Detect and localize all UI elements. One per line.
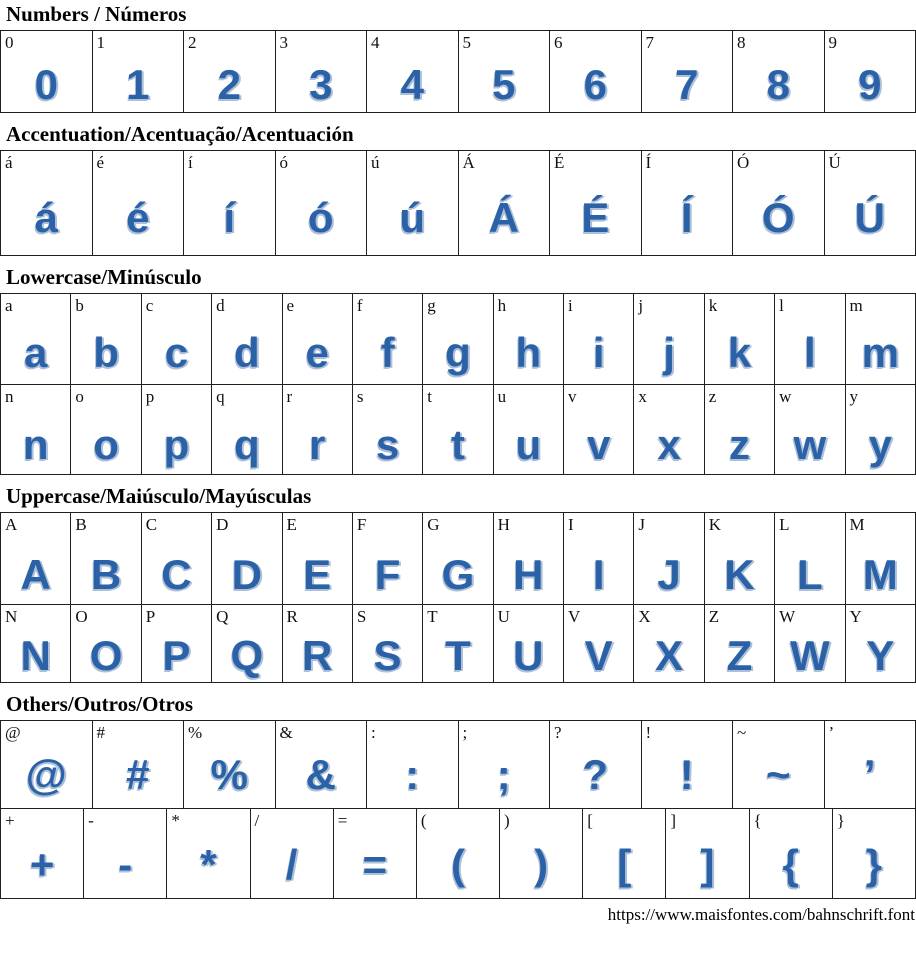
glyph-cell <box>458 721 550 809</box>
glyph-cell <box>775 294 845 385</box>
glyph-reference: c <box>145 296 154 315</box>
glyph-sample: R <box>302 632 333 679</box>
glyph-reference: F <box>356 515 367 534</box>
glyph-sample: E <box>303 551 332 598</box>
glyph-sample: { <box>782 841 799 888</box>
glyph-reference: 1 <box>96 33 105 52</box>
glyph-cell <box>550 151 642 256</box>
glyph-sample: t <box>450 421 465 468</box>
glyph-sample: 7 <box>675 61 699 108</box>
glyph-sample: L <box>796 551 823 598</box>
glyph-reference: = <box>337 811 348 830</box>
glyph-cell <box>212 605 282 683</box>
glyph-cell <box>71 385 141 475</box>
glyph-sample: 9 <box>858 61 882 108</box>
glyph-cell <box>352 294 422 385</box>
glyph-reference: @ <box>5 723 21 742</box>
glyph-cell <box>367 721 459 809</box>
glyph-reference: í <box>188 153 193 172</box>
glyph-sample: ] <box>700 841 715 888</box>
glyph-reference: 4 <box>371 33 380 52</box>
glyph-cell <box>564 605 634 683</box>
glyph-reference: z <box>708 387 717 406</box>
glyph-cell <box>845 605 916 683</box>
glyph-cell <box>550 721 642 809</box>
glyph-reference: T <box>427 607 438 626</box>
glyph-reference: P <box>145 607 156 626</box>
glyph-cell <box>282 385 352 475</box>
glyph-cell <box>493 294 563 385</box>
glyph-cell <box>733 721 825 809</box>
section-others <box>0 692 916 899</box>
glyph-sample: ; <box>496 751 511 798</box>
glyph-cell <box>1 294 71 385</box>
glyph-cell <box>141 513 211 605</box>
glyph-reference: I <box>568 515 574 534</box>
glyph-sample: B <box>90 551 122 598</box>
glyph-cell <box>733 151 825 256</box>
glyph-cell <box>352 385 422 475</box>
glyph-cell <box>1 31 93 113</box>
glyph-sample: n <box>22 421 49 468</box>
glyph-cell <box>423 605 493 683</box>
glyph-sample: a <box>24 329 48 376</box>
glyph-reference: Z <box>708 607 720 626</box>
glyph-reference: O <box>75 607 88 626</box>
glyph-cell <box>423 385 493 475</box>
glyph-cell <box>824 721 916 809</box>
glyph-sample: ( <box>450 841 465 888</box>
glyph-cell <box>845 294 916 385</box>
glyph-cell <box>275 151 367 256</box>
glyph-reference: : <box>371 723 376 742</box>
glyph-reference: j <box>638 296 644 315</box>
glyph-cell <box>423 294 493 385</box>
glyph-sample: / <box>285 841 298 888</box>
glyph-cell <box>493 513 563 605</box>
glyph-sample: C <box>161 551 192 598</box>
glyph-sample: W <box>789 632 830 679</box>
glyph-sample: 5 <box>492 61 516 108</box>
glyph-sample: ! <box>679 751 694 798</box>
glyph-sample: g <box>445 329 471 376</box>
glyph-sample: Q <box>230 632 264 679</box>
glyph-sample: - <box>118 841 133 888</box>
glyph-reference: ú <box>371 153 380 172</box>
glyph-cell <box>1 385 71 475</box>
glyph-cell <box>775 605 845 683</box>
glyph-sample: ) <box>534 841 549 888</box>
glyph-reference: D <box>216 515 229 534</box>
font-specimen-sheet <box>0 2 916 899</box>
glyph-cell <box>352 605 422 683</box>
glyph-sample: * <box>200 841 217 888</box>
glyph-cell <box>352 513 422 605</box>
glyph-reference: U <box>497 607 510 626</box>
glyph-cell <box>704 513 774 605</box>
glyph-reference: e <box>286 296 295 315</box>
glyph-reference: } <box>836 811 845 830</box>
source-url: https://www.maisfontes.com/bahnschrift.font <box>607 905 915 924</box>
glyph-sample: y <box>868 421 892 468</box>
glyph-sample: U <box>513 632 544 679</box>
glyph-sample: x <box>657 421 681 468</box>
glyph-cell <box>367 151 459 256</box>
glyph-reference: + <box>5 811 15 830</box>
glyph-reference: # <box>96 723 105 742</box>
glyph-sample: G <box>441 551 475 598</box>
glyph-reference: ? <box>554 723 562 742</box>
glyph-sample: Z <box>726 632 753 679</box>
glyph-reference: u <box>497 387 507 406</box>
glyph-reference: ] <box>670 811 677 830</box>
glyph-sample: c <box>164 329 189 376</box>
glyph-table-accentuation-row0 <box>0 150 916 256</box>
glyph-cell <box>500 809 583 899</box>
glyph-cell <box>423 513 493 605</box>
glyph-table-lowercase-row0 <box>0 293 916 385</box>
glyph-cell <box>71 513 141 605</box>
glyph-sample: 2 <box>217 61 241 108</box>
glyph-cell <box>141 294 211 385</box>
glyph-cell <box>733 31 825 113</box>
glyph-cell <box>282 513 352 605</box>
glyph-sample: S <box>373 632 402 679</box>
glyph-cell <box>845 513 916 605</box>
glyph-reference: h <box>497 296 507 315</box>
glyph-sample: w <box>793 421 827 468</box>
glyph-reference: K <box>708 515 722 534</box>
glyph-cell <box>775 513 845 605</box>
glyph-cell <box>493 605 563 683</box>
glyph-sample: 3 <box>309 61 333 108</box>
glyph-sample: q <box>233 421 260 468</box>
glyph-cell <box>749 809 832 899</box>
glyph-sample: p <box>163 421 190 468</box>
glyph-sample: J <box>657 551 681 598</box>
glyph-sample: ~ <box>765 751 791 798</box>
glyph-reference: b <box>75 296 84 315</box>
glyph-reference: Á <box>462 153 475 172</box>
section-title: Others/Outros/Otros <box>6 692 194 716</box>
glyph-sample: F <box>374 551 401 598</box>
glyph-reference: J <box>638 515 645 534</box>
glyph-sample: Í <box>680 194 693 241</box>
glyph-reference: 7 <box>645 33 654 52</box>
section-title: Numbers / Números <box>6 2 187 26</box>
glyph-cell <box>275 31 367 113</box>
glyph-cell <box>564 513 634 605</box>
glyph-cell <box>775 385 845 475</box>
glyph-cell <box>84 809 167 899</box>
section-title: Uppercase/Maiúsculo/Mayúsculas <box>6 484 312 508</box>
glyph-reference: { <box>753 811 762 830</box>
glyph-cell <box>1 605 71 683</box>
glyph-reference: v <box>568 387 577 406</box>
glyph-table-lowercase-row1 <box>0 384 916 475</box>
glyph-reference: x <box>638 387 647 406</box>
glyph-sample: : <box>405 751 420 798</box>
glyph-reference: ( <box>420 811 427 830</box>
glyph-sample: V <box>584 632 613 679</box>
glyph-reference: M <box>849 515 865 534</box>
glyph-sample: % <box>210 751 248 798</box>
glyph-reference: l <box>779 296 784 315</box>
glyph-cell <box>282 294 352 385</box>
glyph-reference: t <box>427 387 432 406</box>
glyph-cell <box>184 721 276 809</box>
glyph-cell <box>1 513 71 605</box>
glyph-cell <box>212 513 282 605</box>
glyph-reference: m <box>849 296 863 315</box>
glyph-sample: ? <box>582 751 609 798</box>
glyph-reference: f <box>356 296 363 315</box>
glyph-sample: ú <box>399 194 426 241</box>
glyph-cell <box>564 385 634 475</box>
glyph-sample: Ú <box>854 194 885 241</box>
glyph-sample: e <box>305 329 329 376</box>
glyph-reference: s <box>356 387 364 406</box>
glyph-sample: b <box>93 329 119 376</box>
glyph-table-uppercase-row0 <box>0 512 916 605</box>
glyph-reference: 5 <box>462 33 471 52</box>
glyph-sample: Y <box>866 632 895 679</box>
glyph-cell <box>641 151 733 256</box>
glyph-sample: 6 <box>583 61 607 108</box>
glyph-cell <box>92 721 184 809</box>
glyph-sample: m <box>861 329 899 376</box>
glyph-reference: / <box>254 811 260 830</box>
glyph-sample: á <box>34 194 58 241</box>
glyph-cell <box>704 294 774 385</box>
glyph-reference: S <box>356 607 367 626</box>
glyph-sample: I <box>592 551 605 598</box>
glyph-reference: L <box>779 515 790 534</box>
section-title: Accentuation/Acentuação/Acentuación <box>6 122 354 146</box>
glyph-reference: É <box>554 153 565 172</box>
glyph-cell <box>367 31 459 113</box>
glyph-cell <box>634 385 704 475</box>
glyph-sample: d <box>233 329 260 376</box>
glyph-sample: N <box>20 632 51 679</box>
glyph-reference: k <box>708 296 718 315</box>
glyph-reference: ~ <box>737 723 747 742</box>
glyph-sample: & <box>305 751 336 798</box>
glyph-cell <box>275 721 367 809</box>
glyph-reference: q <box>216 387 225 406</box>
glyph-cell <box>564 294 634 385</box>
glyph-sample: [ <box>617 841 632 888</box>
glyph-sample: D <box>231 551 262 598</box>
glyph-sample: ’ <box>863 751 876 798</box>
glyph-reference: [ <box>587 811 593 830</box>
glyph-reference: Q <box>216 607 229 626</box>
glyph-cell <box>333 809 416 899</box>
glyph-reference: N <box>5 607 18 626</box>
glyph-sample: k <box>727 329 752 376</box>
glyph-sample: @ <box>25 751 67 798</box>
glyph-cell <box>550 31 642 113</box>
glyph-cell <box>1 809 84 899</box>
glyph-cell <box>92 151 184 256</box>
glyph-sample: h <box>515 329 542 376</box>
glyph-cell <box>704 605 774 683</box>
glyph-reference: d <box>216 296 225 315</box>
glyph-cell <box>824 31 916 113</box>
glyph-reference: á <box>5 153 13 172</box>
glyph-sample: z <box>728 421 750 468</box>
glyph-cell <box>250 809 333 899</box>
section-numbers <box>0 2 916 113</box>
glyph-cell <box>641 31 733 113</box>
glyph-reference: ; <box>462 723 468 742</box>
glyph-sample: X <box>655 632 684 679</box>
glyph-sample: O <box>89 632 123 679</box>
glyph-reference: - <box>88 811 94 830</box>
glyph-sample: M <box>862 551 898 598</box>
glyph-reference: & <box>279 723 293 742</box>
glyph-sample: j <box>663 329 675 376</box>
glyph-reference: o <box>75 387 84 406</box>
glyph-cell <box>141 385 211 475</box>
glyph-reference: 6 <box>554 33 563 52</box>
glyph-sample: 1 <box>126 61 150 108</box>
glyph-cell <box>583 809 666 899</box>
glyph-sample: + <box>29 841 55 888</box>
glyph-sample: T <box>445 632 471 679</box>
glyph-sample: f <box>380 329 395 376</box>
glyph-sample: 0 <box>34 61 58 108</box>
glyph-sample: l <box>803 329 816 376</box>
glyph-sample: v <box>587 421 611 468</box>
glyph-sample: r <box>309 421 326 468</box>
glyph-reference: Ó <box>737 153 750 172</box>
glyph-table-numbers-row0 <box>0 30 916 113</box>
section-accentuation <box>0 122 916 256</box>
glyph-reference: y <box>849 387 858 406</box>
glyph-reference: V <box>568 607 581 626</box>
glyph-cell <box>1 721 93 809</box>
glyph-sample: o <box>93 421 119 468</box>
glyph-cell <box>634 513 704 605</box>
glyph-sample: = <box>362 841 388 888</box>
glyph-reference: é <box>96 153 105 172</box>
glyph-cell <box>416 809 499 899</box>
glyph-reference: R <box>286 607 298 626</box>
glyph-sample: Á <box>488 194 519 241</box>
glyph-reference: 0 <box>5 33 14 52</box>
glyph-cell <box>71 605 141 683</box>
glyph-sample: # <box>126 751 150 798</box>
glyph-reference: ) <box>504 811 510 830</box>
section-title: Lowercase/Minúsculo <box>6 265 202 289</box>
glyph-sample: } <box>865 841 883 888</box>
glyph-reference: B <box>75 515 87 534</box>
glyph-table-uppercase-row1 <box>0 604 916 683</box>
glyph-reference: X <box>638 607 651 626</box>
glyph-reference: p <box>145 387 155 406</box>
glyph-cell <box>212 385 282 475</box>
glyph-reference: E <box>286 515 297 534</box>
glyph-reference: % <box>188 723 203 742</box>
glyph-reference: H <box>497 515 510 534</box>
glyph-sample: í <box>223 194 236 241</box>
glyph-reference: G <box>427 515 440 534</box>
glyph-cell <box>634 605 704 683</box>
glyph-reference: 8 <box>737 33 746 52</box>
glyph-cell <box>824 151 916 256</box>
glyph-cell <box>641 721 733 809</box>
glyph-cell <box>167 809 250 899</box>
glyph-reference: a <box>5 296 13 315</box>
glyph-reference: g <box>427 296 436 315</box>
glyph-reference: 2 <box>188 33 197 52</box>
glyph-reference: n <box>5 387 14 406</box>
glyph-sample: H <box>513 551 544 598</box>
glyph-reference: i <box>568 296 573 315</box>
glyph-sample: 8 <box>766 61 790 108</box>
glyph-reference: Ú <box>828 153 841 172</box>
glyph-sample: i <box>592 329 605 376</box>
glyph-sample: Ó <box>761 194 795 241</box>
glyph-sample: É <box>581 194 610 241</box>
glyph-cell <box>704 385 774 475</box>
glyph-cell <box>634 294 704 385</box>
glyph-cell <box>184 151 276 256</box>
glyph-cell <box>71 294 141 385</box>
glyph-cell <box>458 151 550 256</box>
glyph-reference: ’ <box>828 723 835 742</box>
glyph-cell <box>1 151 93 256</box>
glyph-sample: é <box>126 194 150 241</box>
glyph-cell <box>493 385 563 475</box>
glyph-reference: C <box>145 515 158 534</box>
glyph-cell <box>282 605 352 683</box>
glyph-sample: K <box>724 551 755 598</box>
glyph-reference: ó <box>279 153 288 172</box>
glyph-sample: s <box>375 421 400 468</box>
glyph-cell <box>92 31 184 113</box>
glyph-reference: Í <box>645 153 652 172</box>
glyph-reference: r <box>286 387 293 406</box>
glyph-reference: * <box>171 811 180 830</box>
glyph-table-others-row0 <box>0 720 916 809</box>
glyph-reference: Y <box>849 607 862 626</box>
glyph-cell <box>141 605 211 683</box>
glyph-cell <box>184 31 276 113</box>
glyph-reference: 9 <box>828 33 837 52</box>
section-lowercase <box>0 265 916 475</box>
glyph-sample: A <box>20 551 51 598</box>
glyph-reference: ! <box>645 723 652 742</box>
glyph-cell <box>832 809 915 899</box>
glyph-reference: w <box>779 387 792 406</box>
glyph-sample: u <box>515 421 542 468</box>
glyph-reference: W <box>779 607 796 626</box>
glyph-reference: 3 <box>279 33 288 52</box>
glyph-sample: ó <box>307 194 334 241</box>
glyph-sample: 4 <box>400 61 424 108</box>
glyph-cell <box>845 385 916 475</box>
glyph-cell <box>458 31 550 113</box>
glyph-reference: A <box>5 515 18 534</box>
glyph-cell <box>666 809 749 899</box>
glyph-cell <box>212 294 282 385</box>
section-uppercase <box>0 484 916 683</box>
glyph-table-others-row1 <box>0 808 916 899</box>
glyph-sample: P <box>162 632 191 679</box>
